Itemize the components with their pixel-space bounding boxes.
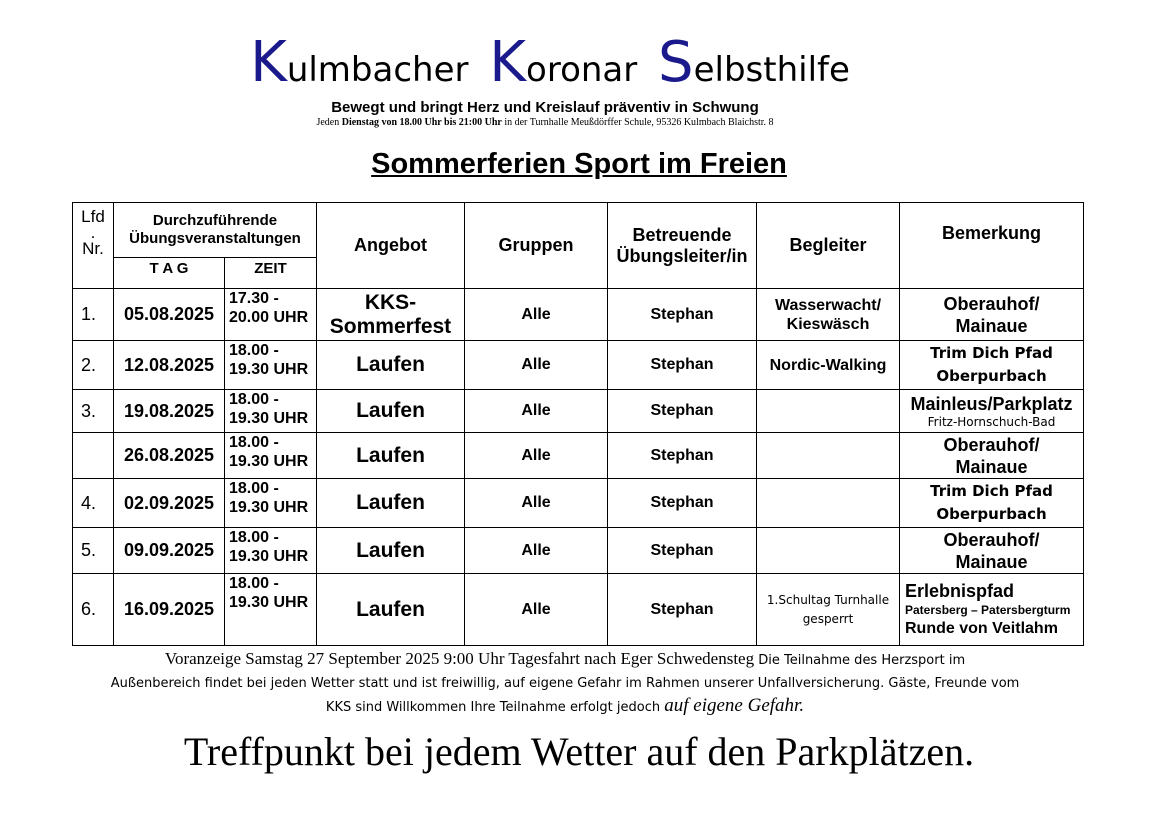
row-date: 12.08.2025 bbox=[114, 341, 225, 390]
row-number bbox=[73, 433, 114, 479]
row-gruppe: Alle bbox=[465, 341, 608, 390]
row-bemerkung: Mainleus/Parkplatz Fritz-Hornschuch-Bad bbox=[900, 390, 1084, 433]
row-angebot: KKS- Sommerfest bbox=[317, 289, 465, 341]
row-bemerkung: Oberauhof/ Mainaue bbox=[900, 528, 1084, 574]
row-bemerkung: Trim Dich Pfad Oberpurbach bbox=[900, 479, 1084, 528]
row-angebot: Laufen bbox=[317, 390, 465, 433]
header-tag: T A G bbox=[114, 258, 225, 289]
row-number: 4. bbox=[73, 479, 114, 528]
row-date: 09.09.2025 bbox=[114, 528, 225, 574]
row-time: 18.00 - 19.30 UHR bbox=[225, 390, 317, 433]
club-title bbox=[0, 30, 1100, 95]
subtitle: Bewegt und bringt Herz und Kreislauf präventiv in Schwung bbox=[331, 99, 759, 116]
row-time: 18.00 - 19.30 UHR bbox=[225, 479, 317, 528]
row-bemerkung: Trim Dich Pfad Oberpurbach bbox=[900, 341, 1084, 390]
table-row bbox=[73, 390, 1084, 433]
schedule-table bbox=[72, 202, 1084, 646]
title-word-3: Selbsthilfe bbox=[658, 30, 850, 95]
header-begleiter: Begleiter bbox=[757, 203, 900, 289]
row-time: 18.00 - 19.30 UHR bbox=[225, 528, 317, 574]
header-bemerkung: Bemerkung bbox=[900, 203, 1084, 289]
header-angebot: Angebot bbox=[317, 203, 465, 289]
row-betreuer: Stephan bbox=[608, 574, 757, 646]
row-angebot: Laufen bbox=[317, 479, 465, 528]
row-betreuer: Stephan bbox=[608, 390, 757, 433]
table-row bbox=[73, 528, 1084, 574]
header-betreuende: Betreuende Übungsleiter/in bbox=[608, 203, 757, 289]
notice-line-3: KKS sind Willkommen Ihre Teilnahme erfolgt jedoch bbox=[325, 700, 665, 715]
row-betreuer: Stephan bbox=[608, 289, 757, 341]
row-angebot: Laufen bbox=[317, 574, 465, 646]
notice-line-1: Die Teilnahme des Herzsport im bbox=[754, 653, 966, 668]
row-begleiter bbox=[757, 433, 900, 479]
page-heading: Sommerferien Sport im Freien bbox=[371, 148, 787, 180]
announcement: Voranzeige Samstag 27 September 2025 9:00 Uhr Tagesfahrt nach Eger Schwedensteg bbox=[164, 649, 755, 668]
notice-italic: auf eigene Gefahr. bbox=[664, 695, 805, 716]
meeting-point: Treffpunkt bei jedem Wetter auf den Parkplätzen. bbox=[183, 729, 975, 774]
table-row bbox=[73, 289, 1084, 341]
row-gruppe: Alle bbox=[465, 479, 608, 528]
row-date: 26.08.2025 bbox=[114, 433, 225, 479]
row-time: 18.00 - 19.30 UHR bbox=[225, 341, 317, 390]
row-begleiter: Nordic-Walking bbox=[757, 341, 900, 390]
header-gruppen: Gruppen bbox=[465, 203, 608, 289]
row-number: 2. bbox=[73, 341, 114, 390]
row-begleiter bbox=[757, 479, 900, 528]
footer-notice bbox=[100, 648, 1030, 719]
row-time: 18.00 - 19.30 UHR bbox=[225, 433, 317, 479]
row-date: 16.09.2025 bbox=[114, 574, 225, 646]
table-row bbox=[73, 574, 1084, 646]
table-row bbox=[73, 479, 1084, 528]
row-gruppe: Alle bbox=[465, 433, 608, 479]
venue-line: Jeden Dienstag von 18.00 Uhr bis 21:00 Uhr in der Turnhalle Meußdörffer Schule, 95326 Kulmbach Blaichstr. 8 bbox=[316, 117, 774, 128]
row-time: 18.00 - 19.30 UHR bbox=[225, 574, 317, 646]
row-number: 6. bbox=[73, 574, 114, 646]
row-time: 17.30 - 20.00 UHR bbox=[225, 289, 317, 341]
header-group: Durchzuführende Übungsveranstaltungen bbox=[114, 203, 317, 258]
row-gruppe: Alle bbox=[465, 574, 608, 646]
header-zeit: ZEIT bbox=[225, 258, 317, 289]
row-angebot: Laufen bbox=[317, 341, 465, 390]
title-word-1: Kulmbacher bbox=[250, 30, 469, 95]
row-betreuer: Stephan bbox=[608, 341, 757, 390]
row-gruppe: Alle bbox=[465, 528, 608, 574]
title-word-2: Koronar bbox=[489, 30, 638, 95]
row-begleiter: Wasserwacht/ Kieswäsch bbox=[757, 289, 900, 341]
row-begleiter: 1.Schultag Turnhalle gesperrt bbox=[757, 574, 900, 646]
row-date: 19.08.2025 bbox=[114, 390, 225, 433]
row-gruppe: Alle bbox=[465, 289, 608, 341]
row-date: 02.09.2025 bbox=[114, 479, 225, 528]
row-number: 1. bbox=[73, 289, 114, 341]
row-bemerkung: Oberauhof/ Mainaue bbox=[900, 433, 1084, 479]
row-begleiter bbox=[757, 528, 900, 574]
row-betreuer: Stephan bbox=[608, 528, 757, 574]
notice-line-2: Außenbereich findet bei jeden Wetter statt und ist freiwillig, auf eigene Gefahr im Rahmen unserer Unfallversicherung. Gäste, Freunde vom bbox=[110, 676, 1020, 691]
table-row bbox=[73, 433, 1084, 479]
table-row bbox=[73, 341, 1084, 390]
row-gruppe: Alle bbox=[465, 390, 608, 433]
header-lfd: Lfd . Nr. bbox=[73, 203, 114, 289]
row-date: 05.08.2025 bbox=[114, 289, 225, 341]
row-betreuer: Stephan bbox=[608, 479, 757, 528]
row-angebot: Laufen bbox=[317, 433, 465, 479]
row-bemerkung: Erlebnispfad Patersberg – Patersbergturm Runde von Veitlahm bbox=[900, 574, 1084, 646]
row-begleiter bbox=[757, 390, 900, 433]
row-number: 3. bbox=[73, 390, 114, 433]
row-betreuer: Stephan bbox=[608, 433, 757, 479]
row-angebot: Laufen bbox=[317, 528, 465, 574]
row-number: 5. bbox=[73, 528, 114, 574]
row-bemerkung: Oberauhof/ Mainaue bbox=[900, 289, 1084, 341]
